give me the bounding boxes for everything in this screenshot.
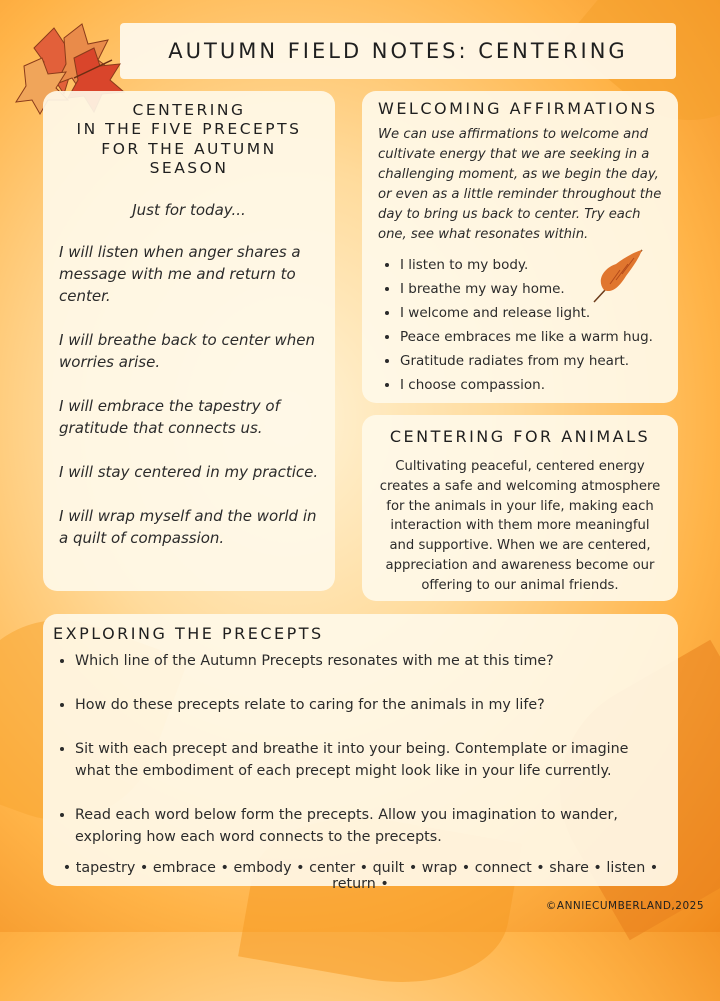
- list-item: • Which line of the Autumn Precepts resonates with me at this time?: [75, 650, 668, 672]
- list-item: • I listen to my body.: [400, 253, 662, 277]
- affirmations-paragraph: We can use affirmations to welcome and cultivate energy that we are seeking in a challenging moment, as we begin the day, or even as a little reminder throughout the day to bring us back to center. Try each one, see what resonates within.: [378, 127, 662, 242]
- list-item: • Sit with each precept and breathe it into your being. Contemplate or imagine what the embodiment of each precept might look like in your life currently.: [75, 738, 668, 782]
- precepts-card: [43, 91, 335, 591]
- copyright-text: ©ANNIECUMBERLAND,2025: [545, 900, 704, 912]
- feather-leaf-icon: [590, 244, 646, 304]
- precept-line: I will stay centered in my practice.: [59, 462, 319, 481]
- list-item: • I choose compassion.: [400, 373, 662, 397]
- exploring-heading: EXPLORING THE PRECEPTS: [53, 624, 324, 643]
- animals-heading: CENTERING FOR ANIMALS: [389, 427, 651, 446]
- precept-words: • tapestry • embrace • embody • center • quilt • wrap • connect • share • listen • return •: [62, 860, 659, 892]
- animals-paragraph: Cultivating peaceful, centered energy creates a safe and welcoming atmosphere for the animals in your life, making each interaction with them more meaningful and supportive. When we are centered, appreciation and awareness become our offering to our animal friends.: [379, 459, 661, 593]
- precepts-intro: Just for today...: [132, 200, 246, 219]
- list-item: • How do these precepts relate to caring for the animals in my life?: [75, 694, 668, 716]
- list-item: • Peace embraces me like a warm hug.: [400, 325, 662, 349]
- precept-line: I will wrap myself and the world in a quilt of compassion.: [59, 506, 317, 547]
- list-item: • Gratitude radiates from my heart.: [400, 349, 662, 373]
- precept-line: I will breathe back to center when worries arise.: [59, 330, 316, 371]
- exploring-list: [53, 650, 668, 848]
- precept-line: I will embrace the tapestry of gratitude that connects us.: [59, 396, 280, 437]
- exploring-card: [43, 614, 678, 892]
- precept-line: I will listen when anger shares a message with me and return to center.: [59, 242, 301, 305]
- list-item: • Read each word below form the precepts. Allow you imagination to wander, exploring how each word connects to the precepts.: [75, 804, 668, 848]
- page-title: AUTUMN FIELD NOTES: CENTERING: [168, 39, 628, 63]
- title-banner: [120, 23, 676, 79]
- list-item: • I welcome and release light.: [400, 301, 662, 325]
- list-item: • I breathe my way home.: [400, 277, 662, 301]
- affirmations-heading: WELCOMING AFFIRMATIONS: [378, 99, 658, 118]
- precepts-heading: CENTERING IN THE FIVE PRECEPTS FOR THE AUTUMN SEASON: [76, 101, 302, 178]
- animals-card: [362, 415, 678, 601]
